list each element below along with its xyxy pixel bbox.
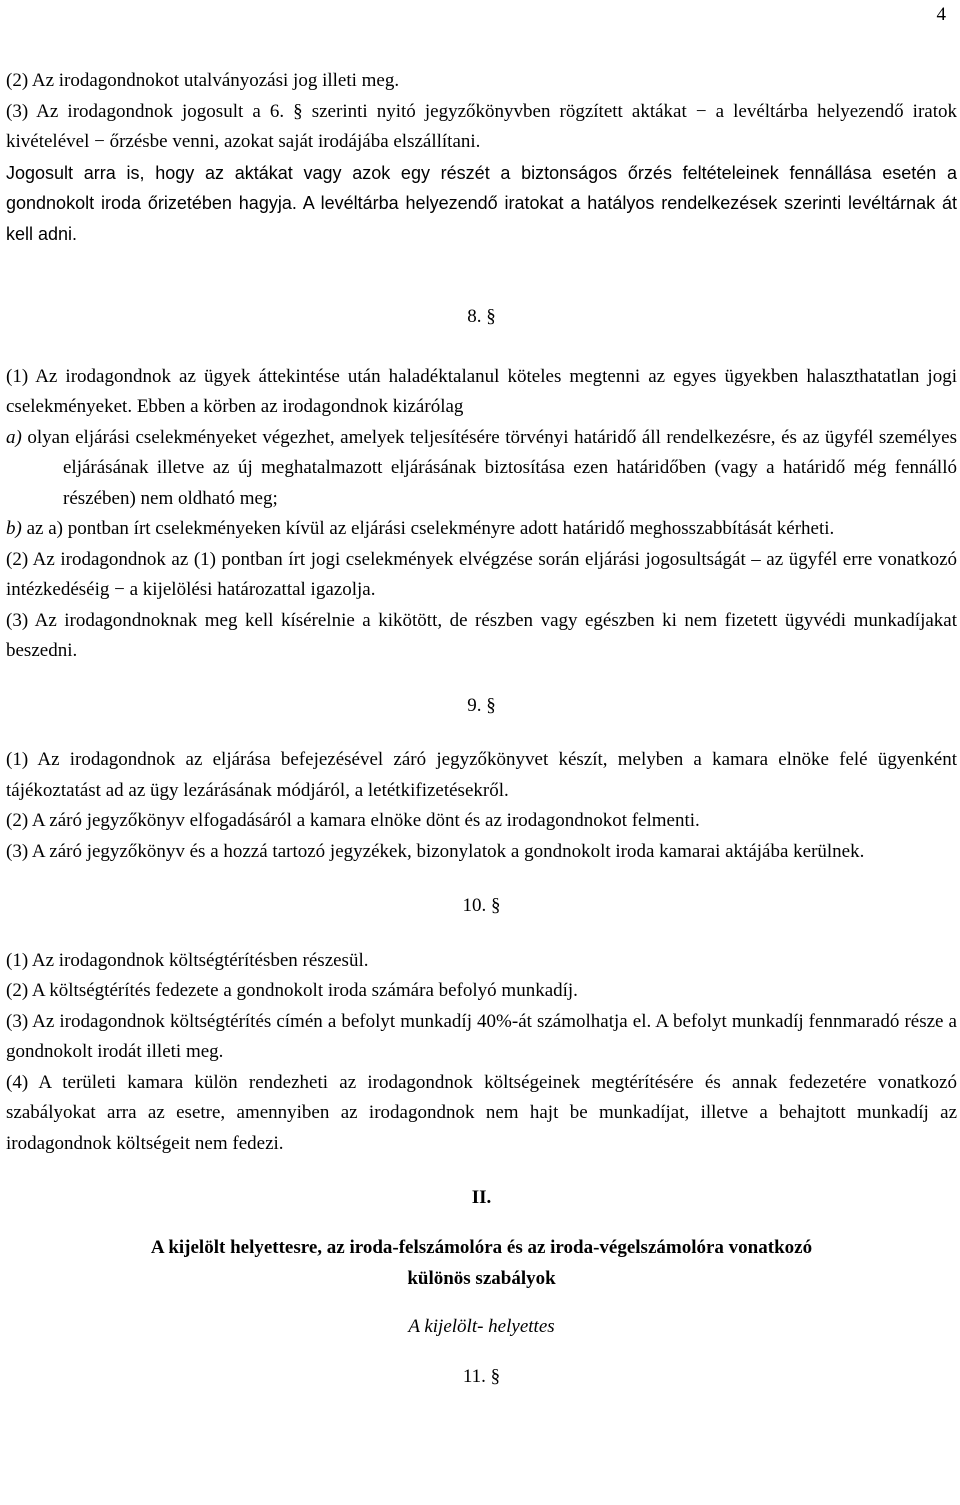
sec8-paragraph-2: (2) Az irodagondnok az (1) pontban írt jogi cselekmények elvégzése során eljárási jogosultságát – az ügyfél erre vonatkozó intézkedéséig − a kijelölési határozattal igazolja. xyxy=(6,548,957,600)
chapter-number: II. xyxy=(471,1187,492,1208)
sec8-item-a xyxy=(6,423,957,515)
sec10-paragraph-4: (4) A területi kamara külön rendezheti az irodagondnok költségeinek megtérítésére és annak fedezetére vonatkozó szabályokat arra az esetre, amennyiben az irodagondnok nem hajt be munkadíjat, illetve a behajtott munkadíj az irodagondnok költségeit nem fedezi. xyxy=(6,1071,957,1154)
document-body xyxy=(6,66,957,1393)
sec8-item-b xyxy=(6,514,957,545)
sec8-paragraph-1: (1) Az irodagondnok az ügyek áttekintése után haladéktalanul köteles megtenni az egyes ügyekben halaszthatatlan jogi cselekményeket. Ebben a körben az irodagondnok kizárólag xyxy=(6,365,957,417)
section-10-heading: 10. § xyxy=(462,895,501,916)
sec9-paragraph-2: (2) A záró jegyzőkönyv elfogadásáról a kamara elnöke dönt és az irodagondnokot felmenti. xyxy=(6,810,700,831)
sec10-paragraph-3: (3) Az irodagondnok költségtérítés címén a befolyt munkadíj 40%-át számolhatja el. A befolyt munkadíj fennmaradó része a gondnokolt irodát illeti meg. xyxy=(6,1010,957,1062)
item-a-label: a) xyxy=(6,426,22,448)
page-number: 4 xyxy=(936,4,946,25)
chapter-subtitle: A kijelölt- helyettes xyxy=(408,1315,555,1337)
sec7-paragraph-3: (3) Az irodagondnok jogosult a 6. § szerinti nyitó jegyzőkönyvben rögzített aktákat − a levéltárba helyezendő iratok kivételével − őrzésbe venni, azokat saját irodájába elszállítani. xyxy=(6,100,957,152)
chapter-title-line-2: különös szabályok xyxy=(407,1267,556,1289)
sec10-paragraph-1: (1) Az irodagondnok költségtérítésben részesül. xyxy=(6,949,369,971)
section-11-heading: 11. § xyxy=(462,1366,501,1387)
section-8-heading: 8. § xyxy=(467,306,496,327)
sec9-paragraph-3: (3) A záró jegyzőkönyv és a hozzá tartozó jegyzékek, bizonylatok a gondnokolt iroda kamarai aktájába kerülnek. xyxy=(6,840,865,862)
sec7-paragraph-2: (2) Az irodagondnokot utalványozási jog illeti meg. xyxy=(6,70,400,91)
sec9-paragraph-1: (1) Az irodagondnok az eljárása befejezésével záró jegyzőkönyvet készít, melyben a kamara elnöke felé ügyenként tájékoztatást ad az ügy lezárásának módjáról, a letétkifizetésekről. xyxy=(6,749,957,801)
sec7-paragraph-3-continued: Jogosult arra is, hogy az aktákat vagy azok egy részét a biztonságos őrzés feltételeinek fennállása esetén a gondnokolt iroda őrizetében hagyja. A levéltárba helyezendő iratokat a hatályos rendelkezések szerinti levéltárnak át kell adni. xyxy=(6,162,957,244)
item-b-label: b) xyxy=(6,518,22,539)
chapter-title-line-1: A kijelölt helyettesre, az iroda-felszámolóra és az iroda-végelszámolóra vonatkozó xyxy=(150,1236,813,1258)
sec10-paragraph-2: (2) A költségtérítés fedezete a gondnokolt iroda számára befolyó munkadíj. xyxy=(6,980,578,1001)
sec8-paragraph-3: (3) Az irodagondnoknak meg kell kísérelnie a kikötött, de részben vagy egészben ki nem fizetett ügyvédi munkadíjakat beszedni. xyxy=(6,609,957,661)
item-b-text: az a) pontban írt cselekményeken kívül az eljárási cselekményre adott határidő meghosszabbítását kérheti. xyxy=(26,518,835,539)
section-9-heading: 9. § xyxy=(467,694,496,716)
item-a-text: olyan eljárási cselekményeket végezhet, amelyek teljesítésére törvényi határidő áll rendelkezésre, és az ügyfél személyes eljárásának illetve az új meghatalmazott eljárásának biztosítása ezen határidőben (vagy a határidő még fennálló részében) nem oldható meg; xyxy=(27,426,957,509)
